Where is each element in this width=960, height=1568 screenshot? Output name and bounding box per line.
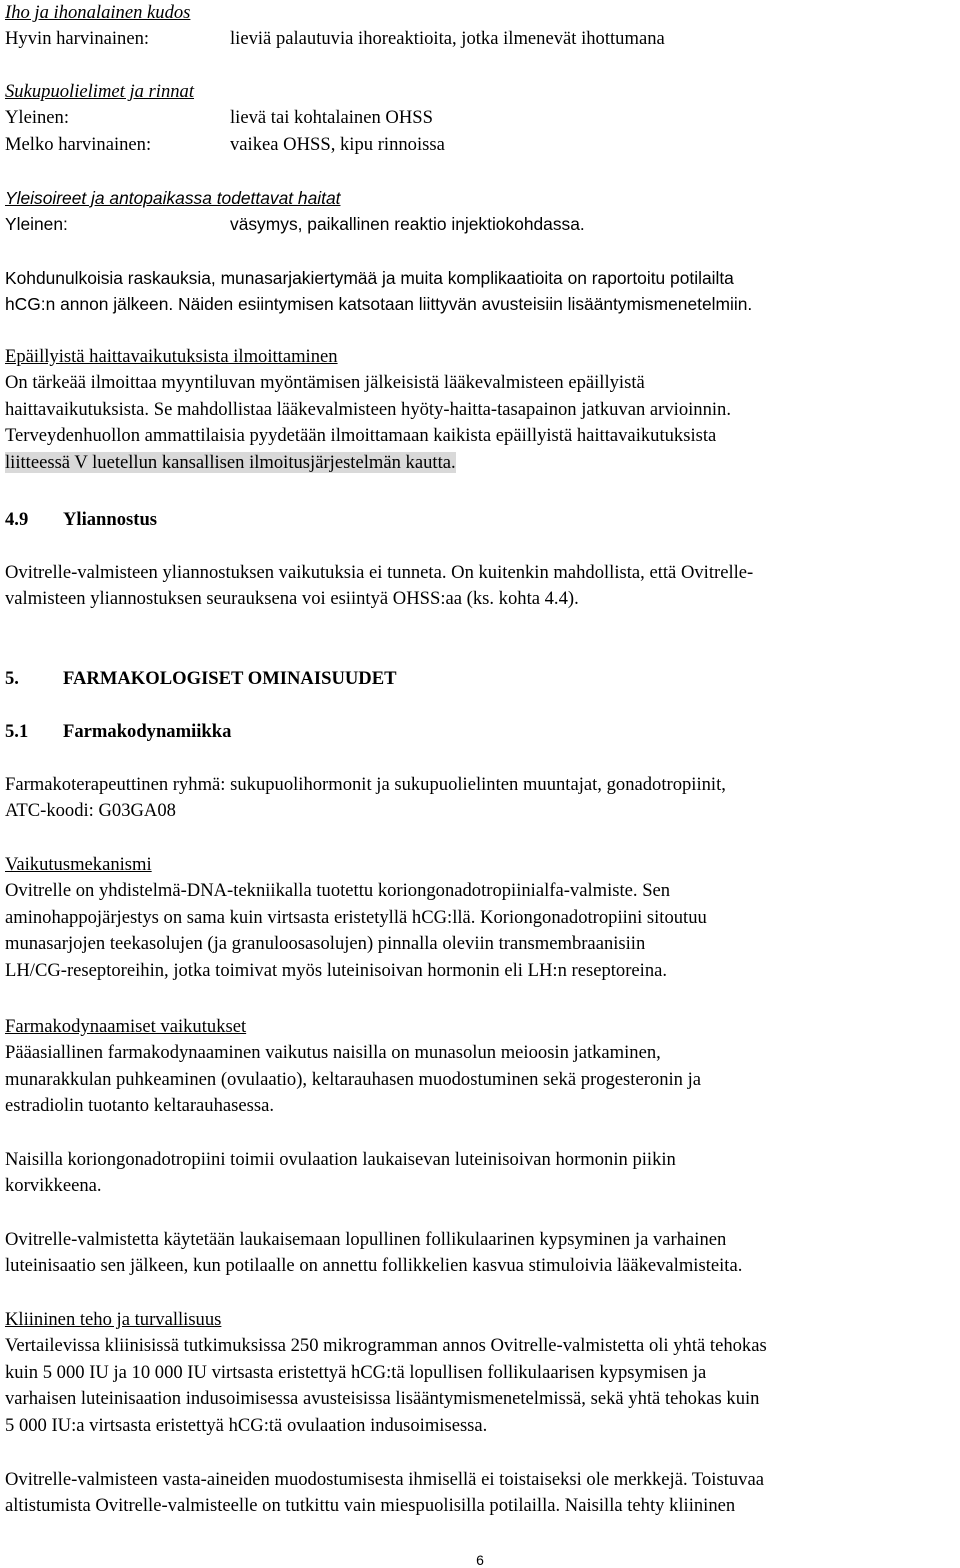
effects-title: Farmakodynaamiset vaikutukset — [5, 1016, 247, 1037]
reporting-section — [5, 344, 955, 476]
paragraph-line: Pääasiallinen farmakodynaaminen vaikutus naisilla on munasolun meioosin jatkaminen, — [5, 1042, 661, 1064]
general-title: Yleisoireet ja antopaikassa todettavat haitat — [5, 188, 341, 208]
section-title: Farmakodynamiikka — [63, 721, 232, 742]
section-5-heading — [5, 666, 955, 692]
frequency-term: Yleinen: — [5, 107, 70, 129]
highlight-line — [5, 450, 955, 476]
paragraph-line: munarakkulan puhkeaminen (ovulaatio), keltarauhasen muodostuminen sekä progesteronin ja — [5, 1068, 702, 1090]
reaction-description: lievä tai kohtalainen OHSS — [230, 107, 433, 129]
clinical-section — [5, 1307, 955, 1439]
clinical-title: Kliininen teho ja turvallisuus — [5, 1309, 222, 1330]
reaction-description: väsymys, paikallinen reaktio injektiokohdassa. — [230, 214, 585, 235]
frequency-term: Hyvin harvinainen: — [5, 28, 150, 50]
paragraph-line: korvikkeena. — [5, 1175, 102, 1197]
reporting-highlight: liitteessä V luetellun kansallisen ilmoitusjärjestelmän kautta. — [5, 451, 456, 473]
paragraph-line: luteinisaatio sen jälkeen, kun potilaalle on annettu follikkelien kasvua stimuloivia lääkevalmisteita. — [5, 1255, 743, 1277]
paragraph-line: Ovitrelle-valmistetta käytetään laukaisemaan lopullinen follikulaarinen kypsyminen ja varhainen — [5, 1229, 727, 1250]
paragraph-line: Terveydenhuollon ammattilaisia pyydetään ilmoittamaan kaikista epäillyistä haittavaikutuksista — [5, 425, 717, 447]
mechanism-section — [5, 852, 955, 984]
general-row — [5, 211, 955, 237]
paragraph-line: 5 000 IU:a virtsasta eristettyä hCG:tä ovulaation indusoimisessa. — [5, 1414, 488, 1436]
paragraph-line: hCG:n annon jälkeen. Näiden esiintymisen katsotaan liittyvän avusteisiin lisääntymismenetelmiin. — [5, 294, 753, 315]
paragraph-line: Kohdunulkoisia raskauksia, munasarjakiertymää ja muita komplikaatioita on raportoitu potilailta — [5, 268, 734, 288]
paragraph-line: varhaisen luteinisaation indusoimisessa avusteisissa lisääntymismenetelmissä, sekä yhtä tehokas kuin — [5, 1388, 760, 1410]
paragraph-line: altistumista Ovitrelle-valmisteelle on tutkittu vain miespuolisilla potilailla. Naisilla tehty kliininen — [5, 1495, 736, 1517]
reaction-description: vaikea OHSS, kipu rinnoissa — [230, 133, 445, 155]
paragraph-line: LH/CG-reseptoreihin, jotka toimivat myös luteinisoivan hormonin eli LH:n reseptoreina. — [5, 959, 668, 981]
paragraph-line: estradiolin tuotanto keltarauhasessa. — [5, 1095, 275, 1117]
antibody-paragraph — [5, 1467, 955, 1520]
skin-title: Iho ja ihonalainen kudos — [5, 2, 191, 23]
paragraph-line: ATC-koodi: G03GA08 — [5, 800, 176, 822]
paragraph-line: aminohappojärjestys on sama kuin virtsasta eristetyllä hCG:llä. Koriongonadotropiini sitoutuu — [5, 906, 707, 928]
section-4-9-heading — [5, 507, 955, 533]
paragraph-line: munasarjojen teekasolujen (ja granuloosasolujen) pinnalla oleviin transmembraanisiin — [5, 933, 646, 955]
skin-row — [5, 26, 955, 52]
effects-section — [5, 1014, 955, 1120]
repro-title: Sukupuolielimet ja rinnat — [5, 81, 195, 102]
reporting-title: Epäillyistä haittavaikutuksista ilmoittaminen — [5, 346, 338, 367]
women-paragraph — [5, 1147, 955, 1200]
section-number: 5. — [5, 668, 19, 689]
paragraph-line: Farmakoterapeuttinen ryhmä: sukupuolihormonit ja sukupuolielinten muuntajat, gonadotropiinit, — [5, 774, 726, 795]
repro-row — [5, 105, 955, 131]
reaction-description: lieviä palautuvia ihoreaktioita, jotka ilmenevät ihottumana — [230, 28, 665, 50]
repro-row — [5, 132, 955, 158]
paragraph-line: Ovitrelle-valmisteen vasta-aineiden muodostumisesta ihmisellä ei toistaiseksi ole merkkejä. Toistuvaa — [5, 1469, 764, 1490]
section-number: 5.1 — [5, 721, 29, 742]
paragraph-line: Ovitrelle-valmisteen yliannostuksen vaikutuksia ei tunneta. On kuitenkin mahdollista, että Ovitrelle- — [5, 562, 754, 583]
paragraph-line: haittavaikutuksista. Se mahdollistaa lääkevalmisteen hyöty-haitta-tasapainon jatkuvan arvioinnin. — [5, 398, 731, 420]
use-paragraph — [5, 1227, 955, 1280]
paragraph-line: Vertailevissa kliinisissä tutkimuksissa 250 mikrogramman annos Ovitrelle-valmistetta oli yhtä tehokas — [5, 1335, 767, 1357]
overdose-paragraph — [5, 560, 955, 613]
section-5-1-heading — [5, 719, 955, 745]
paragraph-line: kuin 5 000 IU ja 10 000 IU virtsasta eristettyä hCG:tä lopullisen follikulaarisen kypsymisen ja — [5, 1361, 707, 1383]
mechanism-title: Vaikutusmekanismi — [5, 854, 152, 875]
paragraph-line: Ovitrelle on yhdistelmä-DNA-tekniikalla tuotettu koriongonadotropiinialfa-valmiste. Sen — [5, 880, 671, 902]
skin-section — [5, 0, 955, 53]
page-number: 6 — [476, 1552, 484, 1568]
pharmacotherapeutic-group — [5, 772, 955, 825]
section-title: FARMAKOLOGISET OMINAISUUDET — [63, 668, 397, 689]
ectopic-paragraph — [5, 265, 955, 318]
section-title: Yliannostus — [63, 509, 158, 530]
general-section — [5, 185, 955, 238]
section-number: 4.9 — [5, 509, 29, 530]
paragraph-line: Naisilla koriongonadotropiini toimii ovulaation laukaisevan luteinisoivan hormonin piikin — [5, 1149, 676, 1170]
paragraph-line: valmisteen yliannostuksen seurauksena voi esiintyä OHSS:aa (ks. kohta 4.4). — [5, 588, 579, 610]
frequency-term: Melko harvinainen: — [5, 133, 152, 155]
paragraph-line: On tärkeää ilmoittaa myyntiluvan myöntämisen jälkeisistä lääkevalmisteen epäillyistä — [5, 372, 645, 394]
repro-section — [5, 79, 955, 158]
frequency-term: Yleinen: — [5, 214, 68, 235]
